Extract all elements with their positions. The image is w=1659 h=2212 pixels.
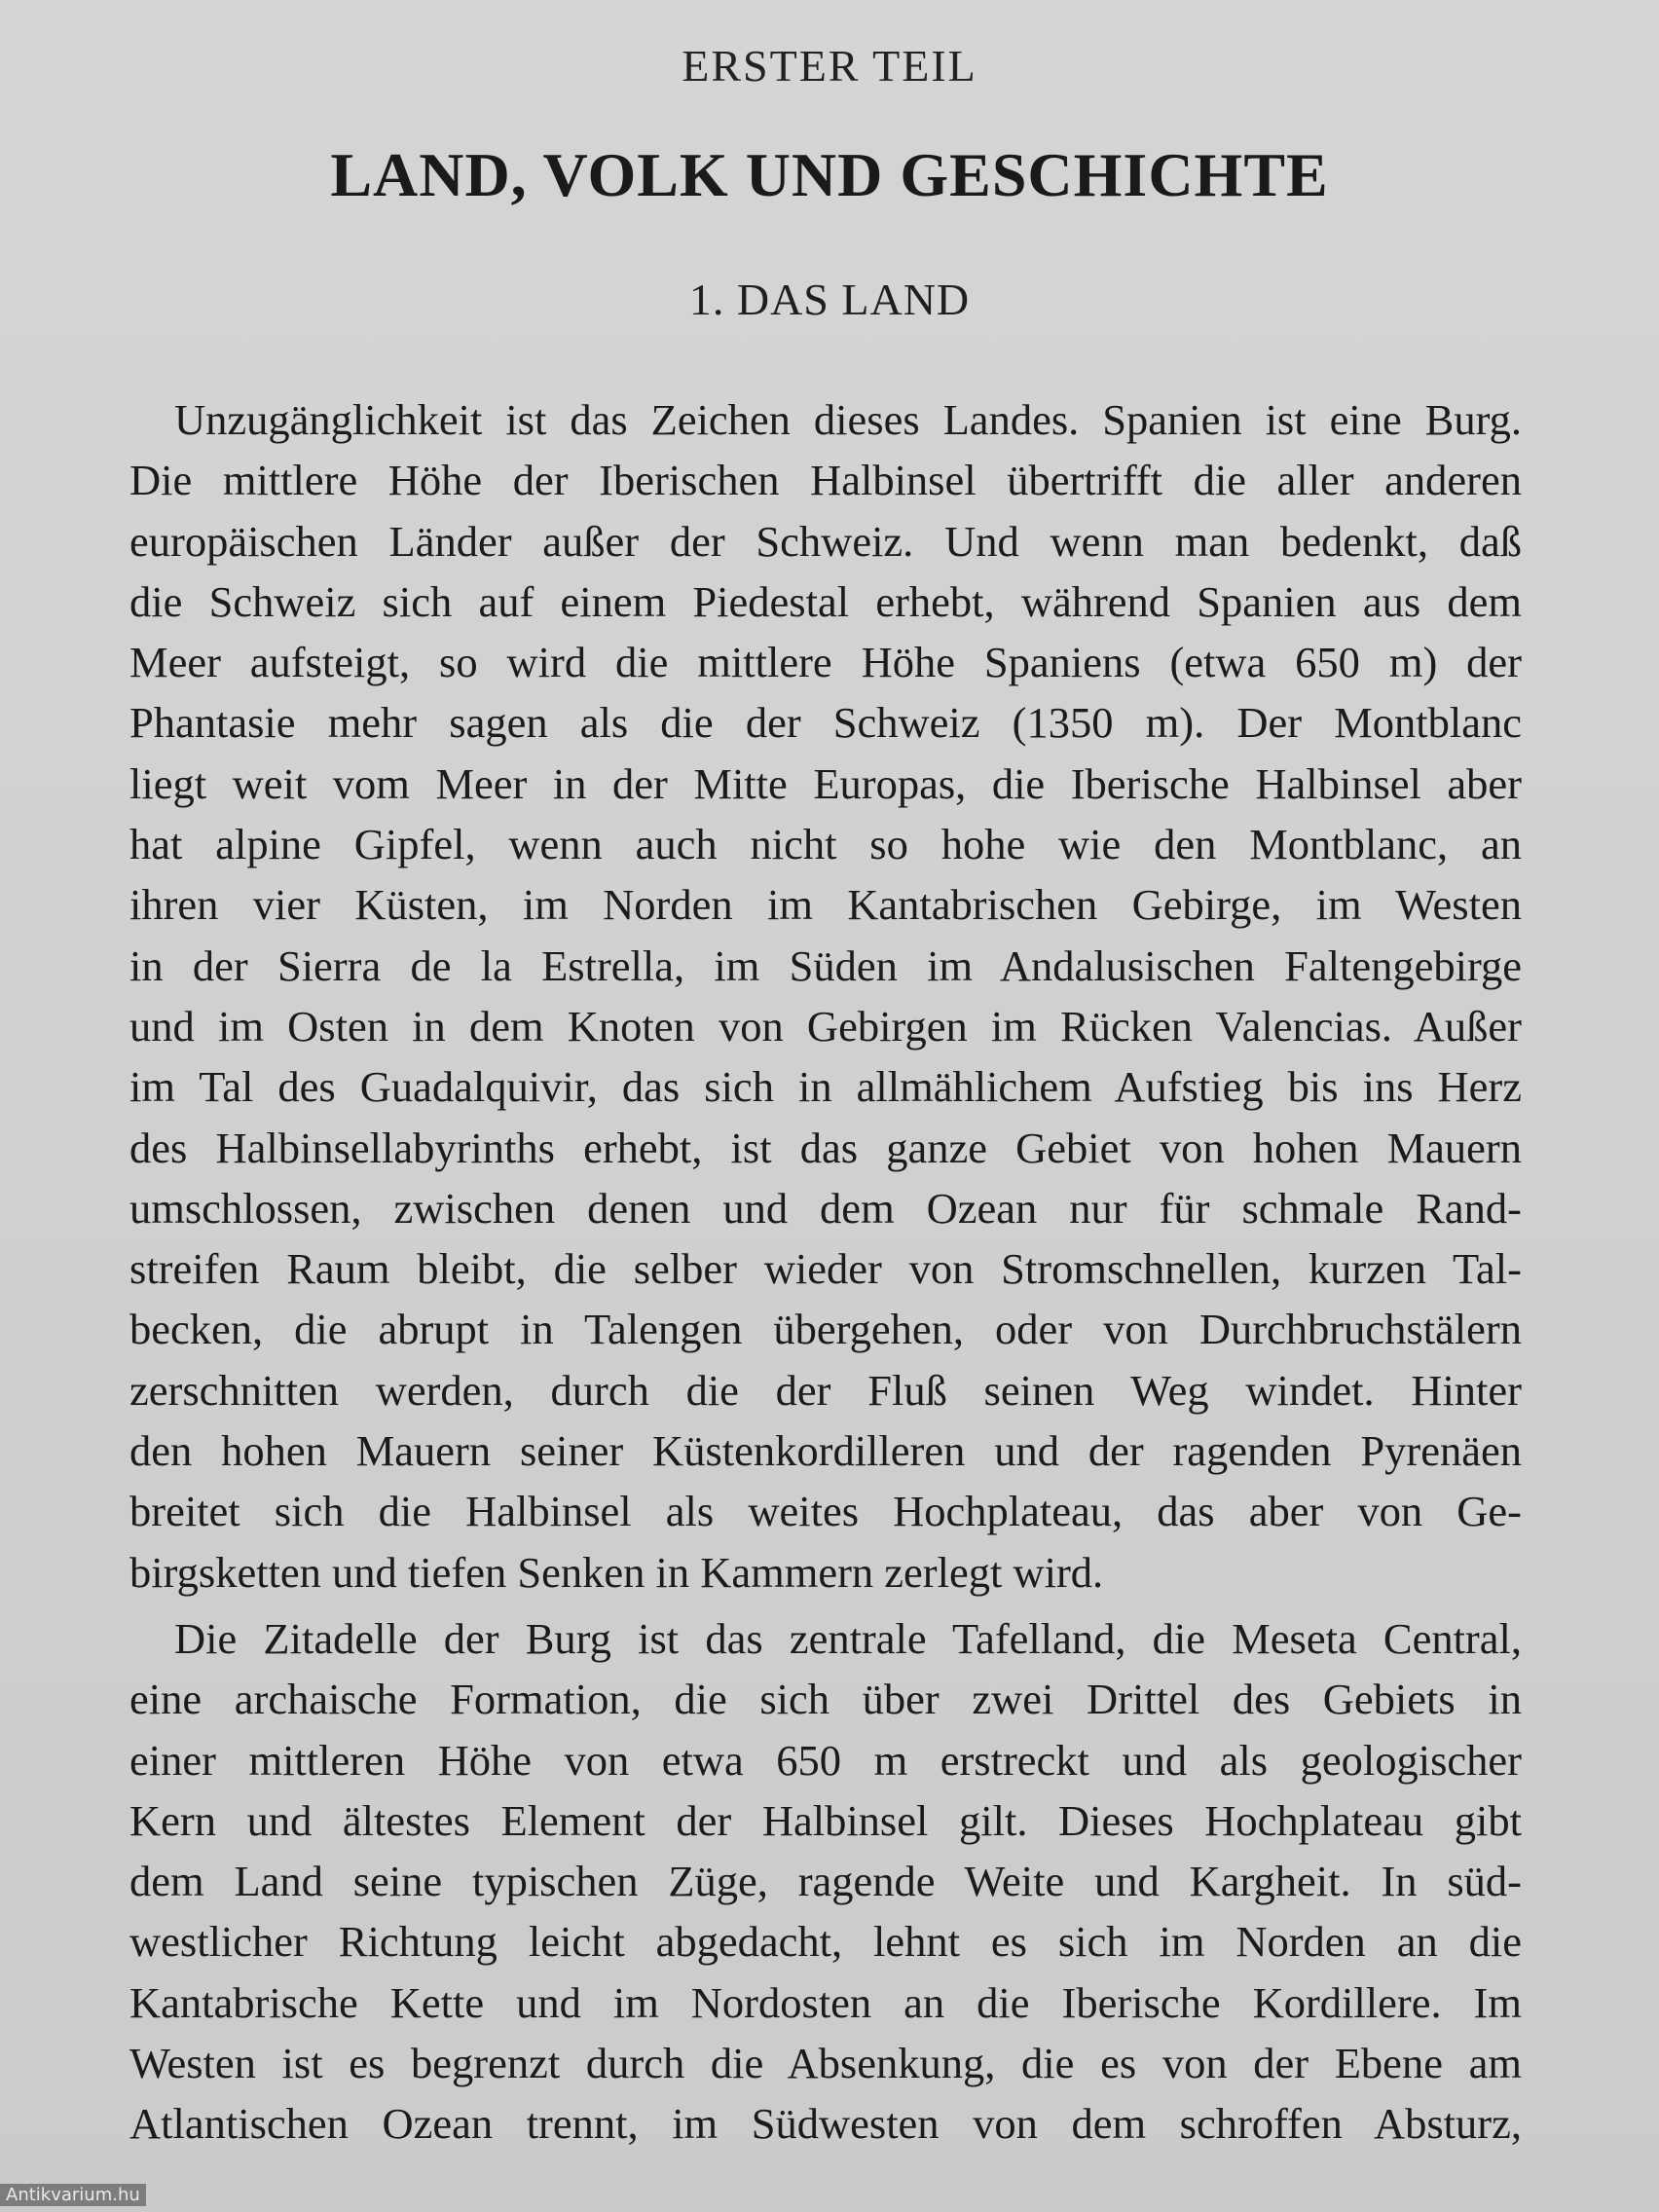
text-line: hat alpine Gipfel, wenn auch nicht so hohe wie den Montblanc, an	[129, 820, 1522, 869]
text-line: Kantabrische Kette und im Nordosten an die Iberische Kordillere. Im	[129, 1977, 1522, 2027]
part-heading: ERSTER TEIL	[682, 41, 977, 91]
text-line: Unzugänglichkeit ist das Zeichen dieses Landes. Spanien ist eine Burg.	[174, 395, 1522, 444]
text-line: Die mittlere Höhe der Iberischen Halbinsel übertrifft die aller anderen	[129, 456, 1522, 505]
text-line: Die Zitadelle der Burg ist das zentrale Tafelland, die Meseta Central,	[174, 1613, 1522, 1663]
text-line: des Halbinsellabyrinths erhebt, ist das ganze Gebiet von hohen Mauern	[129, 1123, 1522, 1172]
text-line: westlicher Richtung leicht abgedacht, lehnt es sich im Norden an die	[129, 1917, 1522, 1967]
text-line: Phantasie mehr sagen als die der Schweiz (1350 m). Der Montblanc	[129, 698, 1522, 748]
body-text	[129, 389, 1522, 2155]
text-line: ihren vier Küsten, im Norden im Kantabrischen Gebirge, im Westen	[129, 880, 1522, 930]
watermark: Antikvarium.hu	[0, 2184, 146, 2206]
text-line: dem Land seine typischen Züge, ragende Weite und Kargheit. In süd-	[129, 1857, 1522, 1906]
text-line: im Tal des Guadalquivir, das sich in allmählichem Aufstieg bis ins Herz	[129, 1062, 1522, 1112]
section-heading: 1. DAS LAND	[688, 275, 971, 324]
text-line: umschlossen, zwischen denen und dem Ozean nur für schmale Rand-	[129, 1183, 1522, 1233]
text-line: in der Sierra de la Estrella, im Süden im Andalusischen Faltengebirge	[129, 940, 1522, 990]
text-line: und im Osten in dem Knoten von Gebirgen im Rücken Valencias. Außer	[129, 1001, 1522, 1051]
text-line: den hohen Mauern seiner Küstenkordilleren und der ragenden Pyrenäen	[129, 1426, 1522, 1476]
paragraph-2	[129, 1608, 1522, 2155]
text-line: Westen ist es begrenzt durch die Absenkung, die es von der Ebene am	[129, 2039, 1522, 2088]
text-line: eine archaische Formation, die sich über zwei Drittel des Gebiets in	[129, 1675, 1522, 1724]
text-line: becken, die abrupt in Talengen übergehen, oder von Durchbruchstälern	[129, 1305, 1522, 1354]
text-line: europäischen Länder außer der Schweiz. Und wenn man bedenkt, daß	[129, 516, 1522, 566]
text-line: Atlantischen Ozean trennt, im Südwesten von dem schroffen Absturz,	[129, 2099, 1522, 2149]
text-line: liegt weit vom Meer in der Mitte Europas, die Iberische Halbinsel aber	[129, 758, 1522, 808]
text-line: Meer aufsteigt, so wird die mittlere Höhe Spaniens (etwa 650 m) der	[129, 638, 1522, 687]
paragraph-1	[129, 389, 1522, 1603]
text-line: streifen Raum bleibt, die selber wieder von Stromschnellen, kurzen Tal-	[129, 1244, 1522, 1294]
text-line: breitet sich die Halbinsel als weites Hochplateau, das aber von Ge-	[129, 1487, 1522, 1536]
chapter-title: LAND, VOLK UND GESCHICHTE	[330, 140, 1329, 209]
text-line: birgsketten und tiefen Senken in Kammern zerlegt wird.	[129, 1547, 1104, 1597]
text-line: Kern und ältestes Element der Halbinsel gilt. Dieses Hochplateau gibt	[129, 1795, 1522, 1845]
text-line: einer mittleren Höhe von etwa 650 m erstreckt und als geologischer	[129, 1735, 1522, 1785]
text-line: die Schweiz sich auf einem Piedestal erhebt, während Spanien aus dem	[129, 576, 1522, 626]
text-line: zerschnitten werden, durch die der Fluß seinen Weg windet. Hinter	[129, 1365, 1522, 1415]
